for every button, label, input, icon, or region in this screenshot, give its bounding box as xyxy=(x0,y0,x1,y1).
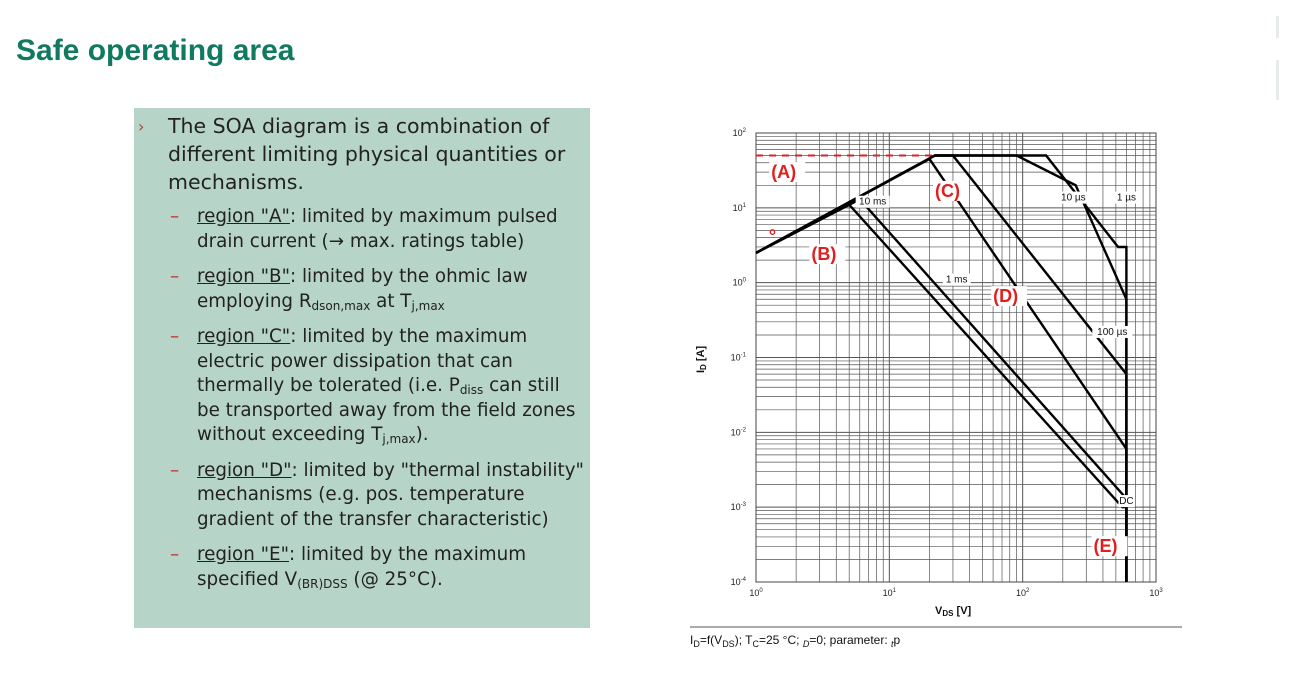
region-text: : limited by the maximum specified V xyxy=(197,544,527,590)
caption-subscript: C xyxy=(752,639,759,649)
region-label: region "C" xyxy=(197,326,291,347)
x-axis-label: VDS [V] xyxy=(935,605,972,618)
caption-text: =f(V xyxy=(699,633,723,647)
region-label: region "E" xyxy=(197,544,289,565)
tick-exponent: 1 xyxy=(892,588,897,594)
region-item xyxy=(168,459,588,533)
region-label: (C) xyxy=(934,180,960,201)
tick-base: 10 xyxy=(882,588,893,598)
caption-text: p xyxy=(893,633,901,647)
region-item xyxy=(168,205,588,254)
region-label: (E) xyxy=(1093,536,1118,557)
series-label: 10 µs xyxy=(1061,192,1086,204)
tick-base: 10 xyxy=(732,277,743,288)
region-label: (B) xyxy=(811,244,837,265)
subscript: j,max xyxy=(411,298,445,313)
edge-mark-1 xyxy=(1276,16,1279,38)
region-item xyxy=(168,543,588,592)
edge-mark-2 xyxy=(1276,60,1279,100)
tick-base: 10 xyxy=(730,352,741,363)
region-list xyxy=(168,205,588,603)
soa-chart xyxy=(690,118,1190,658)
series-label: 100 µs xyxy=(1097,326,1128,338)
tick-exponent: 0 xyxy=(742,277,746,284)
tick-exponent: -1 xyxy=(740,352,746,359)
tick-exponent: 1 xyxy=(742,202,746,209)
tick-base: 10 xyxy=(730,502,741,513)
region-label: region "B" xyxy=(197,266,290,287)
tick-base: 10 xyxy=(1149,588,1160,598)
region-label: (D) xyxy=(993,286,1019,307)
caption-subscript: DS xyxy=(722,639,735,649)
tick-base: 10 xyxy=(732,128,743,138)
region-text: (@ 25°C). xyxy=(347,568,443,590)
caption-text: =0; parameter: xyxy=(809,633,892,647)
caption-subscript: D xyxy=(802,639,810,649)
tick-base: 10 xyxy=(732,202,743,213)
subscript: j,max xyxy=(382,432,416,446)
dash-marker: – xyxy=(170,266,180,287)
bullet-marker: › xyxy=(138,117,145,136)
region-text: at T xyxy=(370,290,412,312)
tick-exponent: 0 xyxy=(759,588,763,594)
caption-text: =25 °C; xyxy=(758,633,803,647)
y-axis-label: ID [A] xyxy=(695,345,708,373)
caption-text: I xyxy=(690,633,694,647)
region-text: : limited by maximum pulsed drain current (→ max. ratings table) xyxy=(197,206,558,252)
series-label: DC xyxy=(1119,496,1134,508)
tick-exponent: -2 xyxy=(740,427,746,434)
region-text: : limited by "thermal instability" mechanisms (e.g. pos. temperature gradient of the transfer characteristic) xyxy=(197,459,584,530)
region-label: region "D" xyxy=(197,459,292,481)
tick-exponent: -3 xyxy=(740,502,746,509)
tick-base: 10 xyxy=(730,427,741,438)
dash-marker: – xyxy=(170,326,180,347)
region-item xyxy=(168,265,588,314)
series-label: 10 ms xyxy=(859,196,887,208)
subscript: dson,max xyxy=(311,298,371,313)
series-label: 1 ms xyxy=(945,274,968,286)
caption-subscript: t xyxy=(891,639,894,649)
region-label: region "A" xyxy=(197,206,290,227)
tick-exponent: 3 xyxy=(1159,588,1163,594)
region-text: can still be transported away from the field zones without exceeding T xyxy=(197,375,576,445)
intro-text: The SOA diagram is a combination of different limiting physical quantities or mechanisms. xyxy=(168,114,566,194)
tick-exponent: 2 xyxy=(742,128,746,134)
region-label: (A) xyxy=(771,162,797,183)
region-item xyxy=(168,325,588,448)
dash-marker: – xyxy=(170,544,180,565)
tick-base: 10 xyxy=(749,588,760,598)
region-text: ). xyxy=(415,424,429,445)
region-text: : limited by the maximum electric power dissipation that can thermally be tolerated (i.e. P xyxy=(197,326,528,396)
caption-subscript: D xyxy=(693,639,700,649)
chart-caption xyxy=(690,633,901,649)
tick-base: 10 xyxy=(730,577,741,587)
tick-exponent: -4 xyxy=(740,577,746,583)
tick-base: 10 xyxy=(1015,588,1027,598)
subscript: diss xyxy=(459,383,484,397)
series-label: 1 µs xyxy=(1116,192,1136,204)
annotation-marker: ° xyxy=(768,225,777,246)
dash-marker: – xyxy=(170,206,180,227)
region-text: : limited by the ohmic law employing R xyxy=(197,266,528,312)
tick-exponent: 2 xyxy=(1026,588,1030,594)
dash-marker: – xyxy=(170,459,180,481)
caption-text: ); T xyxy=(734,633,753,647)
subscript: (BR)DSS xyxy=(297,576,348,591)
page-title: Safe operating area xyxy=(16,34,295,67)
